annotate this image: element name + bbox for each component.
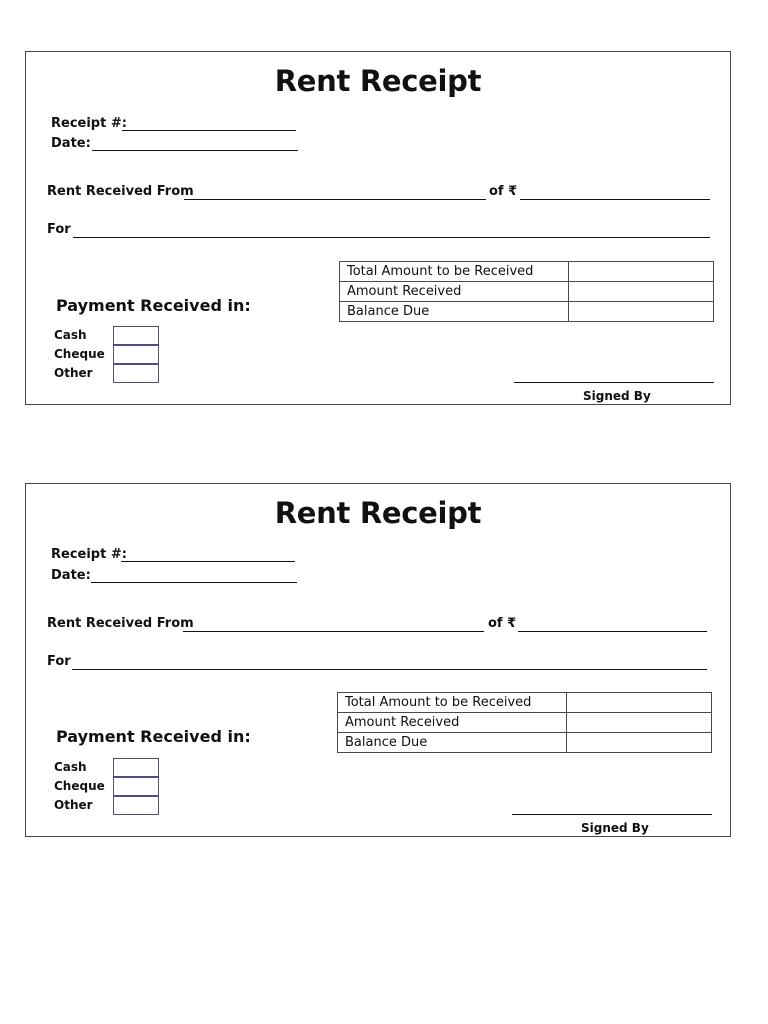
amount-summary-table — [339, 261, 714, 322]
receipt-number-label: Receipt #: — [51, 116, 127, 131]
receipt-title: Rent Receipt — [274, 496, 482, 530]
signed-by-label: Signed By — [583, 389, 651, 403]
payment-cash-label: Cash — [54, 328, 87, 342]
receipt-title: Rent Receipt — [274, 64, 482, 98]
payment-other-label: Other — [54, 366, 93, 380]
table-row — [340, 282, 714, 302]
signature-line[interactable] — [512, 814, 712, 815]
date-field[interactable] — [91, 582, 297, 583]
amount-received-label: Amount Received — [338, 713, 567, 733]
payment-section-title: Payment Received in: — [56, 296, 251, 315]
date-label: Date: — [51, 136, 91, 151]
payment-cash-checkbox[interactable] — [113, 758, 159, 777]
table-row — [338, 733, 712, 753]
for-label: For — [47, 222, 71, 237]
payment-other-label: Other — [54, 798, 93, 812]
balance-due-value[interactable] — [569, 302, 714, 322]
payment-section-title: Payment Received in: — [56, 727, 251, 746]
receipt-number-field[interactable] — [121, 561, 295, 562]
payment-cash-checkbox[interactable] — [113, 326, 159, 345]
amount-summary-table — [337, 692, 712, 753]
for-label: For — [47, 654, 71, 669]
payment-other-checkbox[interactable] — [113, 796, 159, 815]
date-label: Date: — [51, 568, 91, 583]
payment-other-checkbox[interactable] — [113, 364, 159, 383]
balance-due-label: Balance Due — [340, 302, 569, 322]
total-amount-label: Total Amount to be Received — [340, 262, 569, 282]
rent-receipt-2 — [25, 483, 731, 837]
payment-cheque-label: Cheque — [54, 347, 105, 361]
receipt-number-label: Receipt #: — [51, 547, 127, 562]
received-from-field[interactable] — [184, 199, 486, 200]
total-amount-value[interactable] — [567, 693, 712, 713]
received-from-field[interactable] — [183, 631, 484, 632]
for-field[interactable] — [73, 237, 710, 238]
date-field[interactable] — [92, 150, 298, 151]
amount-received-value[interactable] — [567, 713, 712, 733]
table-row — [340, 302, 714, 322]
for-field[interactable] — [72, 669, 707, 670]
table-row — [340, 262, 714, 282]
table-row — [338, 713, 712, 733]
amount-of-field[interactable] — [518, 631, 707, 632]
amount-received-label: Amount Received — [340, 282, 569, 302]
total-amount-value[interactable] — [569, 262, 714, 282]
amount-received-value[interactable] — [569, 282, 714, 302]
received-from-label: Rent Received From — [47, 616, 194, 631]
payment-cheque-checkbox[interactable] — [113, 777, 159, 796]
received-from-label: Rent Received From — [47, 184, 194, 199]
signature-line[interactable] — [514, 382, 714, 383]
amount-of-label: of ₹ — [488, 616, 517, 631]
payment-cheque-checkbox[interactable] — [113, 345, 159, 364]
rent-receipt-1 — [25, 51, 731, 405]
amount-of-label: of ₹ — [489, 184, 518, 199]
balance-due-label: Balance Due — [338, 733, 567, 753]
balance-due-value[interactable] — [567, 733, 712, 753]
payment-cash-label: Cash — [54, 760, 87, 774]
payment-cheque-label: Cheque — [54, 779, 105, 793]
total-amount-label: Total Amount to be Received — [338, 693, 567, 713]
table-row — [338, 693, 712, 713]
receipt-number-field[interactable] — [122, 130, 296, 131]
amount-of-field[interactable] — [520, 199, 710, 200]
signed-by-label: Signed By — [581, 821, 649, 835]
